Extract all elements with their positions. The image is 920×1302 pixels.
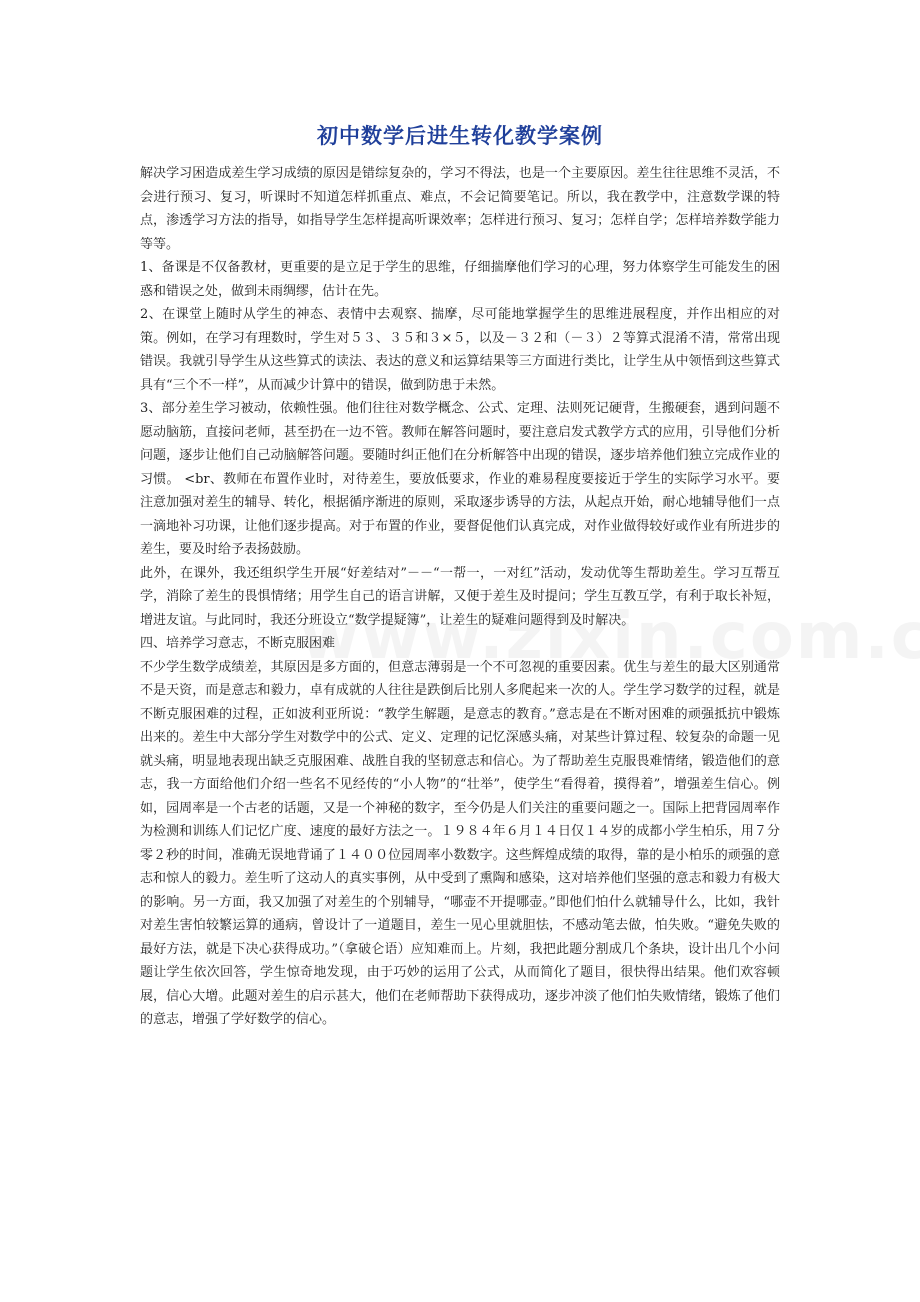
paragraph-point-2: 2、在课堂上随时从学生的神态、表情中去观察、揣摩，尽可能地掌握学生的思维进展程度，并作出相应的对策。例如，在学习有理数时，学生对５３、３５和３×５，以及－３２和（－３）２等算式混淆不清，常常出现错误。我就引导学生从这些算式的读法、表达的意义和运算结果等三方面进行类比，让学生从中领悟到这些算式具有“三个不一样”，从而减少计算中的错误，做到防患于未然。 (140, 307, 780, 393)
paragraph-intro: 解决学习困造成差生学习成绩的原因是错综复杂的，学习不得法，也是一个主要原因。差生往往思维不灵活，不会进行预习、复习，听课时不知道怎样抓重点、难点，不会记简要笔记。所以，我在教学中，注意数学课的特点，渗透学习方法的指导，如指导学生怎样提高听课效率；怎样进行预习、复习；怎样自学；怎样培养数学能力等等。 (140, 166, 780, 252)
paragraph-willpower: 不少学生数学成绩差，其原因是多方面的，但意志薄弱是一个不可忽视的重要因素。优生与差生的最大区别通常不是天资，而是意志和毅力，卓有成就的人往往是跌倒后比别人多爬起来一次的人。学生学习数学的过程，就是不断克服困难的过程，正如波利亚所说：“教学生解题，是意志的教育。”意志是在不断对困难的顽强抵抗中锻炼出来的。差生中大部分学生对数学中的公式、定义、定理的记忆深感头痛，对某些计算过程、较复杂的命题一见就头痛，明显地表现出缺乏克服困难、战胜自我的坚韧意志和信心。为了帮助差生克服畏难情绪，锻造他们的意志，我一方面给他们介绍一些名不见经传的“小人物”的“壮举”，使学生“看得着，摸得着”，增强差生信心。例如，园周率是一个古老的话题，又是一个神秘的数字，至今仍是人们关注的重要问题之一。国际上把背园周率作为检测和训练人们记忆广度、速度的最好方法之一。１９８４年６月１４日仅１４岁的成都小学生柏乐，用７分零２秒的时间，准确无误地背诵了１４００位园周率小数数字。这些辉煌成绩的取得，靠的是小柏乐的顽强的意志和惊人的毅力。差生听了这动人的真实事例，从中受到了熏陶和感染，这对培养他们坚强的意志和毅力有极大的影响。另一方面，我又加强了对差生的个别辅导，“哪壶不开提哪壶。”即他们怕什么就辅导什么，比如，我针对差生害怕较繁运算的通病，曾设计了一道题目，差生一见心里就胆怯，不感动笔去做，怕失败。“避免失败的最好方法，就是下决心获得成功。”（拿破仑语）应知难而上。片刻，我把此题分割成几个条块，设计出几个小问题让学生依次回答，学生惊奇地发现，由于巧妙的运用了公式，从而简化了题目，很快得出结果。他们欢容顿展，信心大增。此题对差生的启示甚大，他们在老师帮助下获得成功，逐步冲淡了他们怕失败情绪，锻炼了他们的意志，增强了学好数学的信心。 (140, 659, 780, 1027)
document-title: 初中数学后进生转化教学案例 (317, 124, 603, 148)
paragraph-extracurricular: 此外，在课外，我还组织学生开展“好差结对”－－“一帮一，一对红”活动，发动优等生帮助差生。学习互帮互学，消除了差生的畏惧情绪；用学生自己的语言讲解，又便于差生及时提问；学生互教互学，有利于取长补短，增进友谊。与此同时，我还分班设立“数学提疑簿”，让差生的疑难问题得到及时解决。 (140, 565, 780, 628)
paragraph-point-1: 1、备课是不仅备教材，更重要的是立足于学生的思维，仔细揣摩他们学习的心理，努力体察学生可能发生的困惑和错误之处，做到未雨绸缪，估计在先。 (140, 260, 780, 299)
paragraph-point-3: 3、部分差生学习被动，依赖性强。他们往往对数学概念、公式、定理、法则死记硬背，生搬硬套，遇到问题不愿动脑筋，直接问老师，甚至扔在一边不管。教师在解答问题时，要注意启发式教学方式的应用，引导他们分析问题，逐步让他们自己动脑解答问题。要随时纠正他们在分析解答中出现的错误，逐步培养他们独立完成作业的习惯。 <br、教师在布置作业时，对待差生，要放低要求，作业的难易程度要接近于学生的实际学习水平。要注意加强对差生的辅导、转化，根据循序渐进的原则，采取逐步诱导的方法，从起点开始，耐心地辅导他们一点一滴地补习功课，让他们逐步提高。对于布置的作业，要督促他们认真完成，对作业做得较好或作业有所进步的差生，要及时给予表扬鼓励。 (140, 401, 780, 557)
document-page (140, 120, 780, 1032)
section-heading-4: 四、培养学习意志，不断克服困难 (140, 636, 336, 651)
